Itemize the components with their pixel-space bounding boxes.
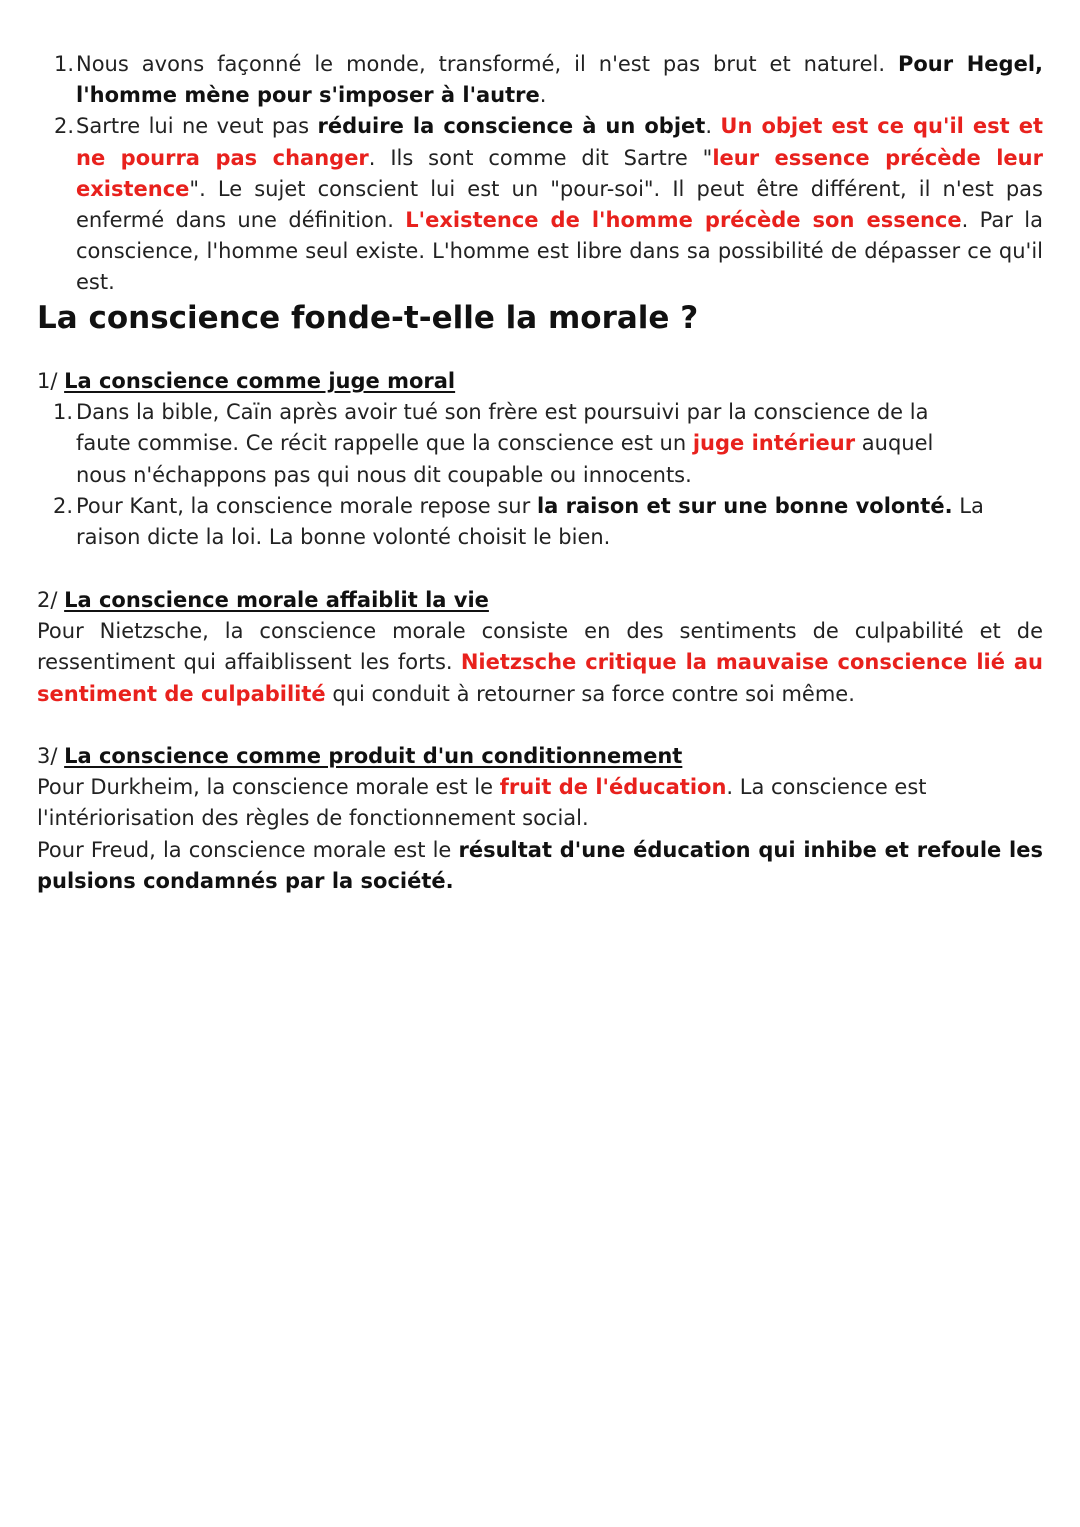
subsection-2 bbox=[37, 585, 1043, 710]
list-number: 1. bbox=[53, 400, 74, 425]
subsection-title: La conscience morale affaiblit la vie bbox=[64, 588, 489, 612]
subsection-1-heading bbox=[37, 366, 1043, 397]
red-highlight-run: Un objet est ce qu'il est et ne pourra pas changer bbox=[76, 114, 1043, 170]
red-highlight-run: Nietzsche critique la mauvaise conscience lié au sentiment de culpabilité bbox=[37, 650, 1043, 706]
subsection-1 bbox=[37, 366, 1043, 553]
subsection-number: 2/ bbox=[37, 588, 65, 612]
text-run: Pour Nietzsche, la conscience morale consiste en des sentiments de culpabilité et de ressentiment qui affaiblissent les forts. bbox=[37, 619, 1043, 675]
subsection-1-list bbox=[37, 397, 1043, 553]
red-highlight-run: juge intérieur bbox=[692, 431, 856, 456]
bold-run: réduire la conscience à un objet bbox=[317, 114, 706, 139]
text-run: ". Le sujet conscient lui est un "pour-soi". Il peut être différent, il n'est pas enfermé dans une définition. bbox=[76, 176, 1043, 233]
list-item bbox=[37, 491, 1043, 553]
subsection-title: La conscience comme juge moral bbox=[64, 369, 456, 393]
text-run: . Ils sont comme dit Sartre " bbox=[368, 145, 713, 170]
red-highlight-run: leur essence précède leur existence bbox=[76, 145, 1043, 201]
paragraph bbox=[37, 835, 1043, 897]
text-run: Pour Kant, la conscience morale repose sur bbox=[76, 493, 537, 518]
intro-list bbox=[37, 49, 1043, 299]
list-item bbox=[37, 397, 1043, 491]
subsection-title: La conscience comme produit d'un conditionnement bbox=[64, 744, 683, 768]
red-highlight-run: fruit de l'éducation bbox=[499, 775, 727, 800]
intro-section bbox=[37, 49, 1043, 299]
bold-run: Pour Hegel, l'homme mène pour s'imposer à l'autre bbox=[76, 52, 1043, 108]
subsection-3 bbox=[37, 741, 1043, 897]
paragraph bbox=[37, 772, 1043, 834]
subsection-2-heading bbox=[37, 585, 1043, 616]
list-number: 1. bbox=[54, 52, 75, 76]
text-run: Pour Freud, la conscience morale est le bbox=[37, 837, 459, 862]
subsection-number: 1/ bbox=[37, 369, 65, 393]
text-run: l'intériorisation des règles de fonctionnement social. bbox=[37, 806, 589, 831]
text-run: . La conscience est bbox=[726, 775, 927, 800]
intro-item-2 bbox=[37, 111, 1043, 298]
text-run: Sartre lui ne veut pas bbox=[76, 114, 318, 139]
paragraph bbox=[37, 616, 1043, 710]
text-run: . Par la conscience, l'homme seul existe. L'homme est libre dans sa possibilité de dépasser ce qu'il est. bbox=[76, 208, 1043, 295]
bold-run: résultat d'une éducation qui inhibe et refoule les pulsions condamnés par la société. bbox=[37, 837, 1043, 893]
text-run: . bbox=[539, 83, 547, 108]
text-run: Dans la bible, Caïn après avoir tué son frère est poursuivi par la conscience de la faute commise. Ce récit rappelle que la conscience est un bbox=[76, 400, 929, 456]
section-title: La conscience fonde-t-elle la morale ? bbox=[37, 300, 699, 336]
red-highlight-run: L'existence de l'homme précède son essence bbox=[405, 208, 962, 233]
subsection-number: 3/ bbox=[37, 744, 65, 768]
text-run: . bbox=[705, 114, 721, 139]
subsection-3-heading bbox=[37, 741, 1043, 772]
text-run: qui conduit à retourner sa force contre soi même. bbox=[325, 681, 855, 706]
text-run: La raison dicte la loi. La bonne volonté choisit le bien. bbox=[76, 493, 984, 550]
text-run: auquel nous n'échappons pas qui nous dit coupable ou innocents. bbox=[76, 431, 934, 487]
list-number: 2. bbox=[53, 493, 74, 518]
intro-item-1 bbox=[37, 49, 1043, 111]
list-number: 2. bbox=[54, 114, 75, 139]
bold-run: la raison et sur une bonne volonté. bbox=[536, 493, 953, 518]
text-run: Nous avons façonné le monde, transformé, il n'est pas brut et naturel. bbox=[76, 52, 898, 76]
text-run: Pour Durkheim, la conscience morale est le bbox=[37, 775, 500, 800]
